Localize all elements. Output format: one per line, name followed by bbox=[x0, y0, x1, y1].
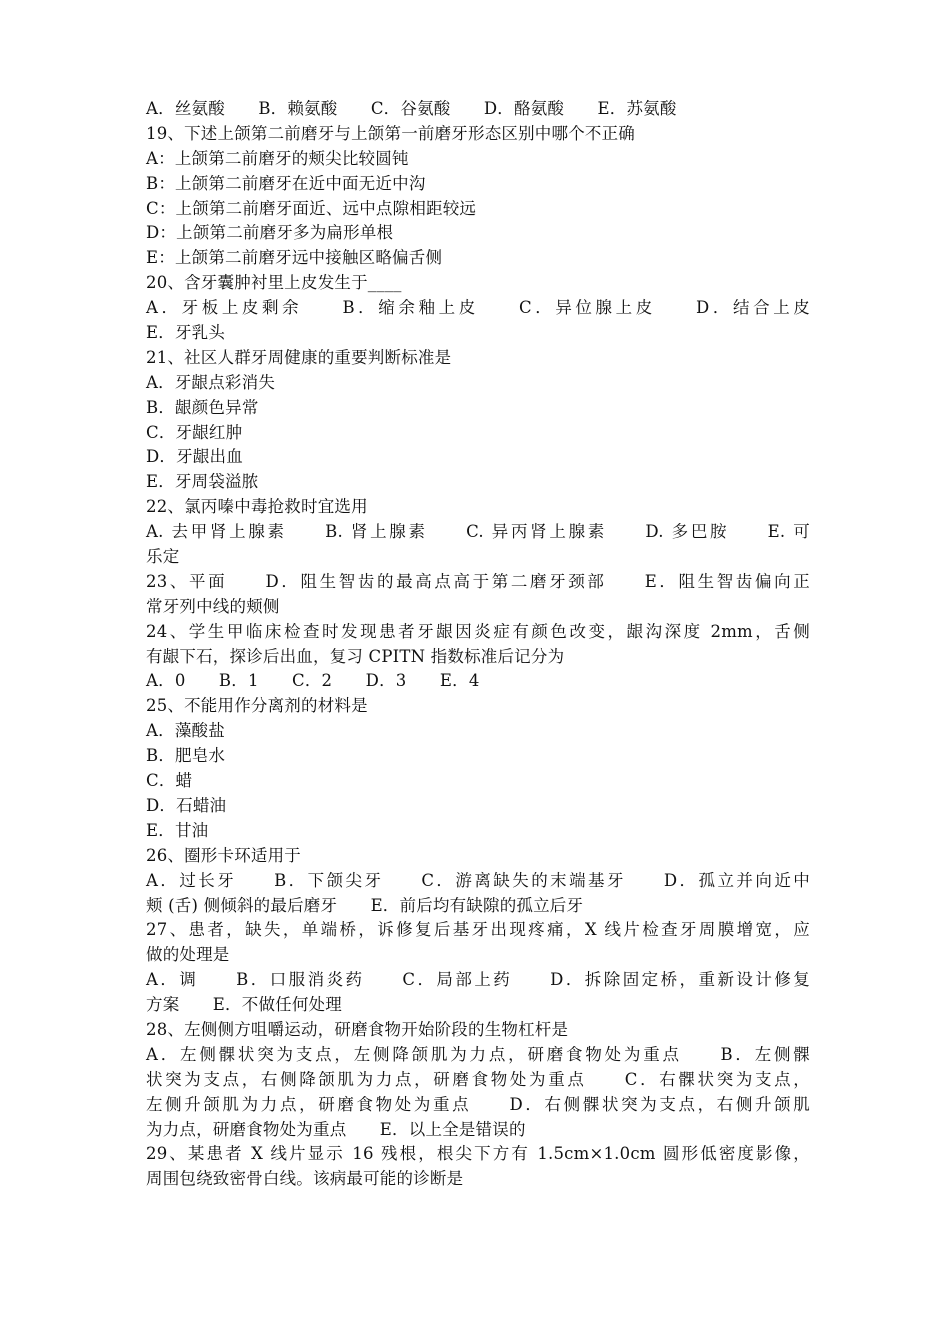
text-line: E．甘油 bbox=[146, 820, 209, 840]
text-line: C．蜡 bbox=[146, 771, 193, 791]
text-line: 28、左侧侧方咀嚼运动，研磨食物开始阶段的生物杠杆是 bbox=[146, 1019, 569, 1039]
text-line: 25、不能用作分离剂的材料是 bbox=[146, 696, 368, 716]
text-line: 乐定 bbox=[146, 547, 180, 567]
text-line: 29、某患者 X 线片显示 16 残根，根尖下方有 1.5cm×1.0cm 圆形低密度影像， bbox=[146, 1144, 810, 1164]
text-line: C：上颌第二前磨牙面近、远中点隙相距较远 bbox=[146, 198, 477, 218]
text-line: 22、氯丙嗪中毒抢救时宜选用 bbox=[146, 497, 368, 517]
text-line: D．石蜡油 bbox=[146, 795, 227, 815]
text-line: E．牙周袋溢脓 bbox=[146, 472, 259, 492]
text-line: 23、平面 D．阻生智齿的最高点高于第二磨牙颈部 E．阻生智齿偏向正 bbox=[146, 571, 810, 591]
text-line: A．过长牙 B．下颌尖牙 C．游离缺失的末端基牙 D．孤立并向近中 bbox=[146, 870, 810, 890]
text-line: 24、学生甲临床检查时发现患者牙龈因炎症有颜色改变，龈沟深度 2mm，舌侧 bbox=[146, 621, 810, 641]
text-line: D：上颌第二前磨牙多为扁形单根 bbox=[146, 223, 394, 243]
text-line: 27、患者，缺失，单端桥，诉修复后基牙出现疼痛，X 线片检查牙周膜增宽，应 bbox=[146, 920, 810, 940]
text-line: A．牙龈点彩消失 bbox=[146, 372, 276, 392]
text-line: D．牙龈出血 bbox=[146, 447, 243, 467]
text-line: A．左侧髁状突为支点，左侧降颌肌为力点，研磨食物处为重点 B．左侧髁 bbox=[146, 1044, 810, 1064]
text-line: 周围包绕致密骨白线。该病最可能的诊断是 bbox=[146, 1169, 464, 1189]
text-line: A．调 B．口服消炎药 C．局部上药 D．拆除固定桥，重新设计修复 bbox=[146, 970, 810, 990]
text-line: A．0 B．1 C．2 D．3 E．4 bbox=[146, 671, 480, 691]
text-line: E．牙乳头 bbox=[146, 323, 226, 343]
text-line: 方案 E．不做任何处理 bbox=[146, 995, 342, 1015]
text-line: A：上颌第二前磨牙的颊尖比较圆钝 bbox=[146, 148, 409, 168]
text-line: 颊 (舌) 侧倾斜的最后磨牙 E．前后均有缺隙的孤立后牙 bbox=[146, 895, 584, 915]
text-line: 21、社区人群牙周健康的重要判断标准是 bbox=[146, 347, 452, 367]
text-line: B．龈颜色异常 bbox=[146, 397, 259, 417]
text-line: B．肥皂水 bbox=[146, 746, 226, 766]
text-line: 有龈下石，探诊后出血，复习 CPITN 指数标准后记分为 bbox=[146, 646, 565, 666]
text-line: 常牙列中线的颊侧 bbox=[146, 596, 280, 616]
text-line: 26、圈形卡环适用于 bbox=[146, 845, 301, 865]
text-line: A. 去甲肾上腺素 B. 肾上腺素 C. 异丙肾上腺素 D. 多巴胺 E. 可 bbox=[146, 522, 810, 542]
text-line: 为力点，研磨食物处为重点 E．以上全是错误的 bbox=[146, 1119, 526, 1139]
text-line: A．丝氨酸 B．赖氨酸 C．谷氨酸 D．酪氨酸 E．苏氨酸 bbox=[146, 99, 677, 118]
text-line: B：上颌第二前磨牙在近中面无近中沟 bbox=[146, 173, 426, 193]
document-text bbox=[146, 97, 810, 1192]
text-line: A．藻酸盐 bbox=[146, 721, 225, 741]
text-line: E：上颌第二前磨牙远中接触区略偏舌侧 bbox=[146, 248, 443, 268]
text-line: 左侧升颌肌为力点，研磨食物处为重点 D．右侧髁状突为支点，右侧升颌肌 bbox=[146, 1094, 810, 1114]
text-line: 20、含牙囊肿衬里上皮发生于____ bbox=[146, 273, 402, 293]
text-line: 状突为支点，右侧降颌肌为力点，研磨食物处为重点 C．右髁状突为支点， bbox=[146, 1069, 810, 1089]
text-line: 19、下述上颌第二前磨牙与上颌第一前磨牙形态区别中哪个不正确 bbox=[146, 123, 635, 143]
text-line: 做的处理是 bbox=[146, 945, 230, 965]
text-line: A．牙板上皮剩余 B．缩余釉上皮 C．异位腺上皮 D．结合上皮 bbox=[146, 298, 810, 318]
text-line: C．牙龈红肿 bbox=[146, 422, 243, 442]
